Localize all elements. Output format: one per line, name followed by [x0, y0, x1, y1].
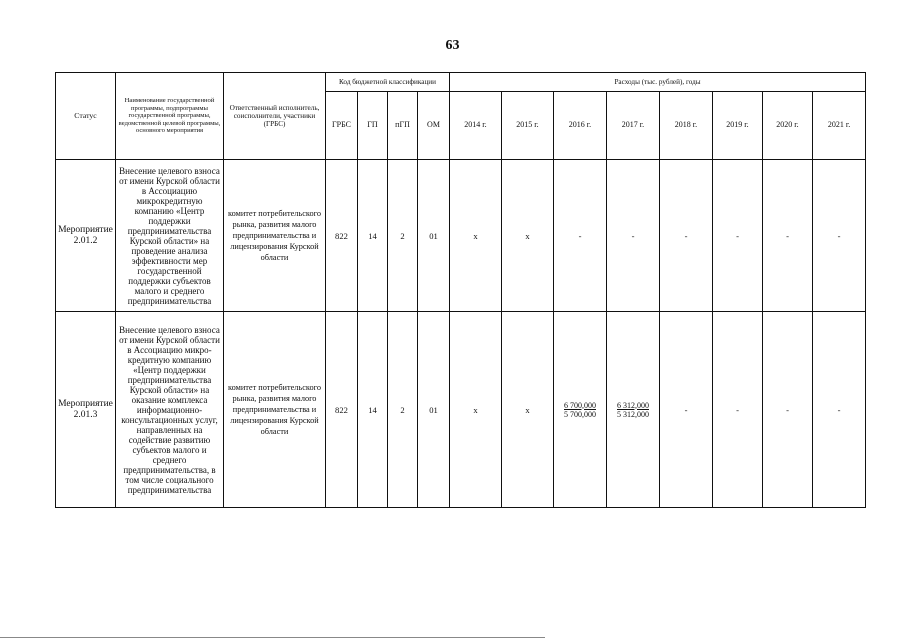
header-year-2014: 2014 г. — [450, 92, 502, 160]
row-value-2020: - — [763, 312, 813, 508]
row-pgp: 2 — [388, 160, 418, 312]
row-value-2018: - — [660, 312, 713, 508]
header-pgp: пГП — [388, 92, 418, 160]
row-value-2019: - — [713, 312, 763, 508]
row-value-2021: - — [813, 160, 866, 312]
table-row — [56, 160, 866, 312]
row-value-2020: - — [763, 160, 813, 312]
row-om: 01 — [418, 312, 450, 508]
row-gp: 14 — [358, 312, 388, 508]
row-value-2017: - — [607, 160, 660, 312]
value-stack — [617, 401, 649, 419]
header-om: ОМ — [418, 92, 450, 160]
row-grbs: 822 — [326, 160, 358, 312]
row-value-2016 — [554, 312, 607, 508]
header-expenses-group: Расходы (тыс. рублей), годы — [450, 73, 866, 92]
value-stack — [564, 401, 596, 419]
value-top: 6 312,000 — [617, 400, 649, 410]
row-status: Мероприятие 2.01.3 — [56, 312, 116, 508]
value-bottom: 5 700,000 — [564, 409, 596, 419]
scan-edge-divider — [0, 637, 545, 638]
header-year-2018: 2018 г. — [660, 92, 713, 160]
row-value-2015: х — [502, 160, 554, 312]
header-name: Наименование государственной программы, подпрограммы государственной программы, ведомственной целевой программы, основного мероприятия — [116, 73, 224, 160]
header-year-2016: 2016 г. — [554, 92, 607, 160]
header-year-2020: 2020 г. — [763, 92, 813, 160]
row-value-2015: х — [502, 312, 554, 508]
row-value-2018: - — [660, 160, 713, 312]
row-value-2014: х — [450, 312, 502, 508]
header-year-2015: 2015 г. — [502, 92, 554, 160]
row-gp: 14 — [358, 160, 388, 312]
row-value-2016: - — [554, 160, 607, 312]
row-value-2019: - — [713, 160, 763, 312]
budget-table — [55, 72, 866, 508]
header-gp: ГП — [358, 92, 388, 160]
row-value-2021: - — [813, 312, 866, 508]
row-value-2014: х — [450, 160, 502, 312]
header-year-2021: 2021 г. — [813, 92, 866, 160]
row-name: Внесение целевого взноса от имени Курской области в Ассоциацию микрокредитную компанию «Центр поддержки предпринимательства Курской области» на проведение анализа эффективности мер государственной поддержки субъектов малого и среднего предпринимательства — [116, 160, 224, 312]
row-name: Внесение целевого взноса от имени Курской области в Ассоциацию микро-кредитную компанию «Центр поддержки предпринимательства Курской области» на оказание комплекса информационно-консультационных услуг, направленных на содействие развитию субъектов малого и среднего предпринимательства, в том числе социального предпринимательства — [116, 312, 224, 508]
header-year-2019: 2019 г. — [713, 92, 763, 160]
table-row — [56, 312, 866, 508]
row-value-2017 — [607, 312, 660, 508]
header-grbs: ГРБС — [326, 92, 358, 160]
page-number: 63 — [445, 38, 460, 53]
header-status: Статус — [56, 73, 116, 160]
row-om: 01 — [418, 160, 450, 312]
row-responsible: комитет потребительского рынка, развития малого предпринимательства и лицензирования Курской области — [224, 312, 326, 508]
value-bottom: 5 312,000 — [617, 409, 649, 419]
header-year-2017: 2017 г. — [607, 92, 660, 160]
value-top: 6 700,000 — [564, 400, 596, 410]
row-grbs: 822 — [326, 312, 358, 508]
row-pgp: 2 — [388, 312, 418, 508]
header-budget-code-group: Код бюджетной классификации — [326, 73, 450, 92]
row-responsible: комитет потребительского рынка, развития малого предпринимательства и лицензирования Курской области — [224, 160, 326, 312]
header-responsible: Ответственный исполнитель, соисполнители, участники (ГРБС) — [224, 73, 326, 160]
row-status: Мероприятие 2.01.2 — [56, 160, 116, 312]
